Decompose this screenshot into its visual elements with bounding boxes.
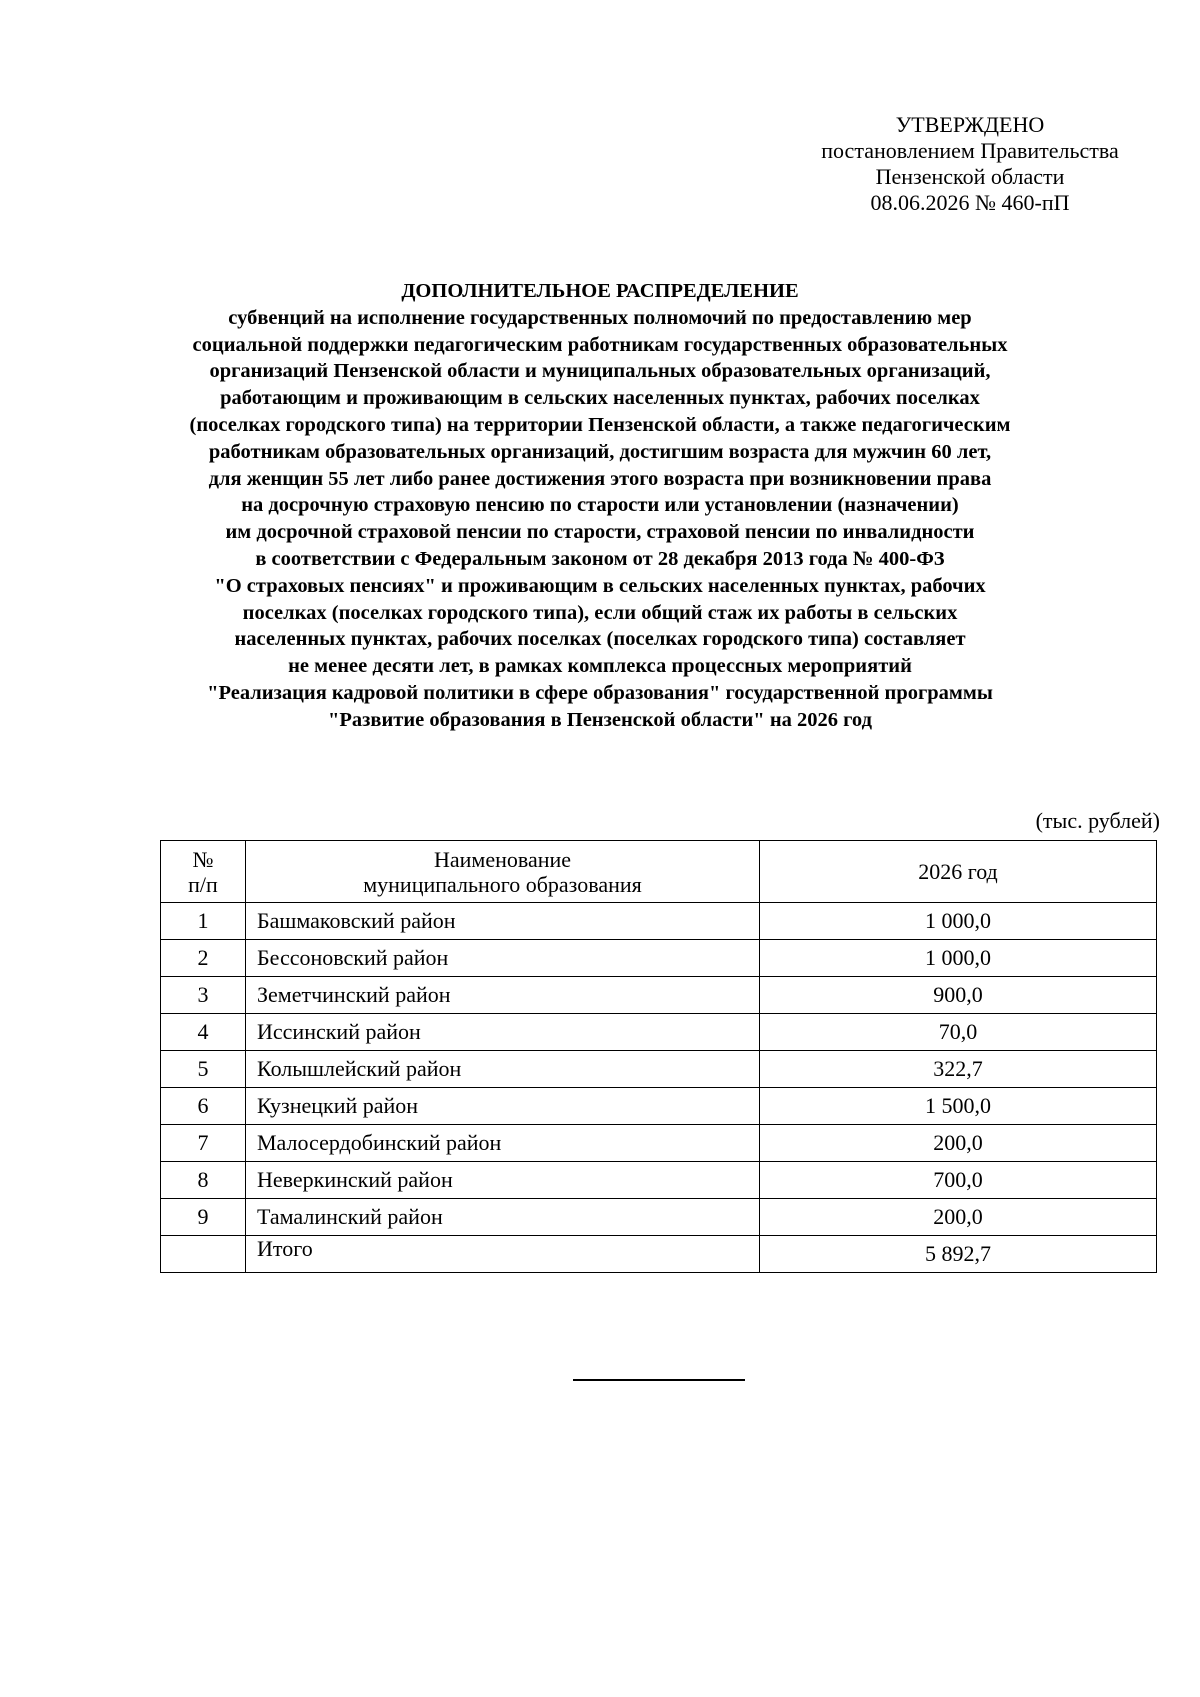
- row-number: 3: [161, 977, 246, 1014]
- table-row: [161, 1199, 1157, 1236]
- title-line: работникам образовательных организаций, достигшим возраста для мужчин 60 лет,: [208, 440, 992, 463]
- table-row: [161, 903, 1157, 940]
- title-line: им досрочной страховой пенсии по старости, страховой пенсии по инвалидности: [225, 521, 975, 544]
- units-label: (тыс. рублей): [1035, 808, 1160, 833]
- table-row: [161, 1051, 1157, 1088]
- header-number-abbr: п/п: [188, 871, 218, 897]
- row-value: 322,7: [760, 1051, 1157, 1088]
- approval-stamp: [780, 112, 1160, 216]
- approval-region: Пензенской области: [875, 164, 1065, 189]
- row-number: 6: [161, 1088, 246, 1125]
- distribution-table: [160, 840, 1157, 1273]
- total-row: [161, 1236, 1157, 1273]
- row-value: 200,0: [760, 1125, 1157, 1162]
- table-row: [161, 1125, 1157, 1162]
- table-header-row: [161, 841, 1157, 903]
- table-row: [161, 977, 1157, 1014]
- approval-issuer: постановлением Правительства: [821, 138, 1119, 163]
- header-number-sign: №: [192, 846, 214, 872]
- row-name: Иссинский район: [246, 1014, 760, 1051]
- row-value: 1 500,0: [760, 1088, 1157, 1125]
- approval-date-number: 08.06.2026 № 460-пП: [870, 190, 1070, 215]
- approval-heading: УТВЕРЖДЕНО: [895, 112, 1045, 137]
- row-number: 2: [161, 940, 246, 977]
- row-number: 1: [161, 903, 246, 940]
- row-value: 200,0: [760, 1199, 1157, 1236]
- row-value: 700,0: [760, 1162, 1157, 1199]
- row-name: Неверкинский район: [246, 1162, 760, 1199]
- header-name-line2: муниципального образования: [363, 871, 642, 897]
- title-line: (поселках городского типа) на территории Пензенской области, а также педагогическим: [189, 413, 1011, 436]
- title-line: не менее десяти лет, в рамках комплекса процессных мероприятий: [288, 655, 912, 678]
- row-name: Колышлейский район: [246, 1051, 760, 1088]
- title-line: на досрочную страховую пенсию по старости или установлении (назначении): [241, 494, 959, 517]
- title-line: для женщин 55 лет либо ранее достижения этого возраста при возникновении права: [208, 467, 992, 490]
- title-line: "Реализация кадровой политики в сфере образования" государственной программы: [207, 681, 993, 704]
- row-value: 1 000,0: [760, 903, 1157, 940]
- table-row: [161, 940, 1157, 977]
- title-line: работающим и проживающим в сельских населенных пунктах, рабочих поселках: [220, 387, 980, 410]
- header-name: [246, 841, 760, 903]
- document-title: [150, 278, 1050, 734]
- row-name: Кузнецкий район: [246, 1088, 760, 1125]
- title-line: "О страховых пенсиях" и проживающим в сельских населенных пунктах, рабочих: [214, 574, 986, 597]
- total-number-cell: [161, 1236, 246, 1273]
- row-number: 8: [161, 1162, 246, 1199]
- row-number: 5: [161, 1051, 246, 1088]
- row-number: 4: [161, 1014, 246, 1051]
- title-line: социальной поддержки педагогическим работникам государственных образовательных: [192, 333, 1008, 356]
- title-line: субвенций на исполнение государственных полномочий по предоставлению мер: [228, 306, 972, 329]
- row-name: Малосердобинский район: [246, 1125, 760, 1162]
- row-number: 9: [161, 1199, 246, 1236]
- title-heading: ДОПОЛНИТЕЛЬНОЕ РАСПРЕДЕЛЕНИЕ: [401, 280, 799, 302]
- header-number: [161, 841, 246, 903]
- row-name: Башмаковский район: [246, 903, 760, 940]
- table-row: [161, 1014, 1157, 1051]
- title-line: поселках (поселках городского типа), если общий стаж их работы в сельских: [242, 601, 958, 624]
- row-name: Тамалинский район: [246, 1199, 760, 1236]
- row-number: 7: [161, 1125, 246, 1162]
- header-year: 2026 год: [760, 841, 1157, 903]
- title-line: организаций Пензенской области и муниципальных образовательных организаций,: [209, 360, 991, 383]
- title-line: в соответствии с Федеральным законом от 28 декабря 2013 года № 400-ФЗ: [255, 547, 945, 570]
- table-row: [161, 1088, 1157, 1125]
- row-value: 1 000,0: [760, 940, 1157, 977]
- row-value: 900,0: [760, 977, 1157, 1014]
- row-name: Бессоновский район: [246, 940, 760, 977]
- table-row: [161, 1162, 1157, 1199]
- total-value: 5 892,7: [760, 1236, 1157, 1273]
- title-line: населенных пунктах, рабочих поселках (поселках городского типа) составляет: [234, 628, 966, 651]
- row-value: 70,0: [760, 1014, 1157, 1051]
- title-line: "Развитие образования в Пензенской области" на 2026 год: [328, 708, 872, 731]
- header-name-line1: Наименование: [433, 846, 572, 872]
- closing-rule: [573, 1379, 745, 1381]
- row-name: Земетчинский район: [246, 977, 760, 1014]
- total-label: Итого: [246, 1236, 760, 1273]
